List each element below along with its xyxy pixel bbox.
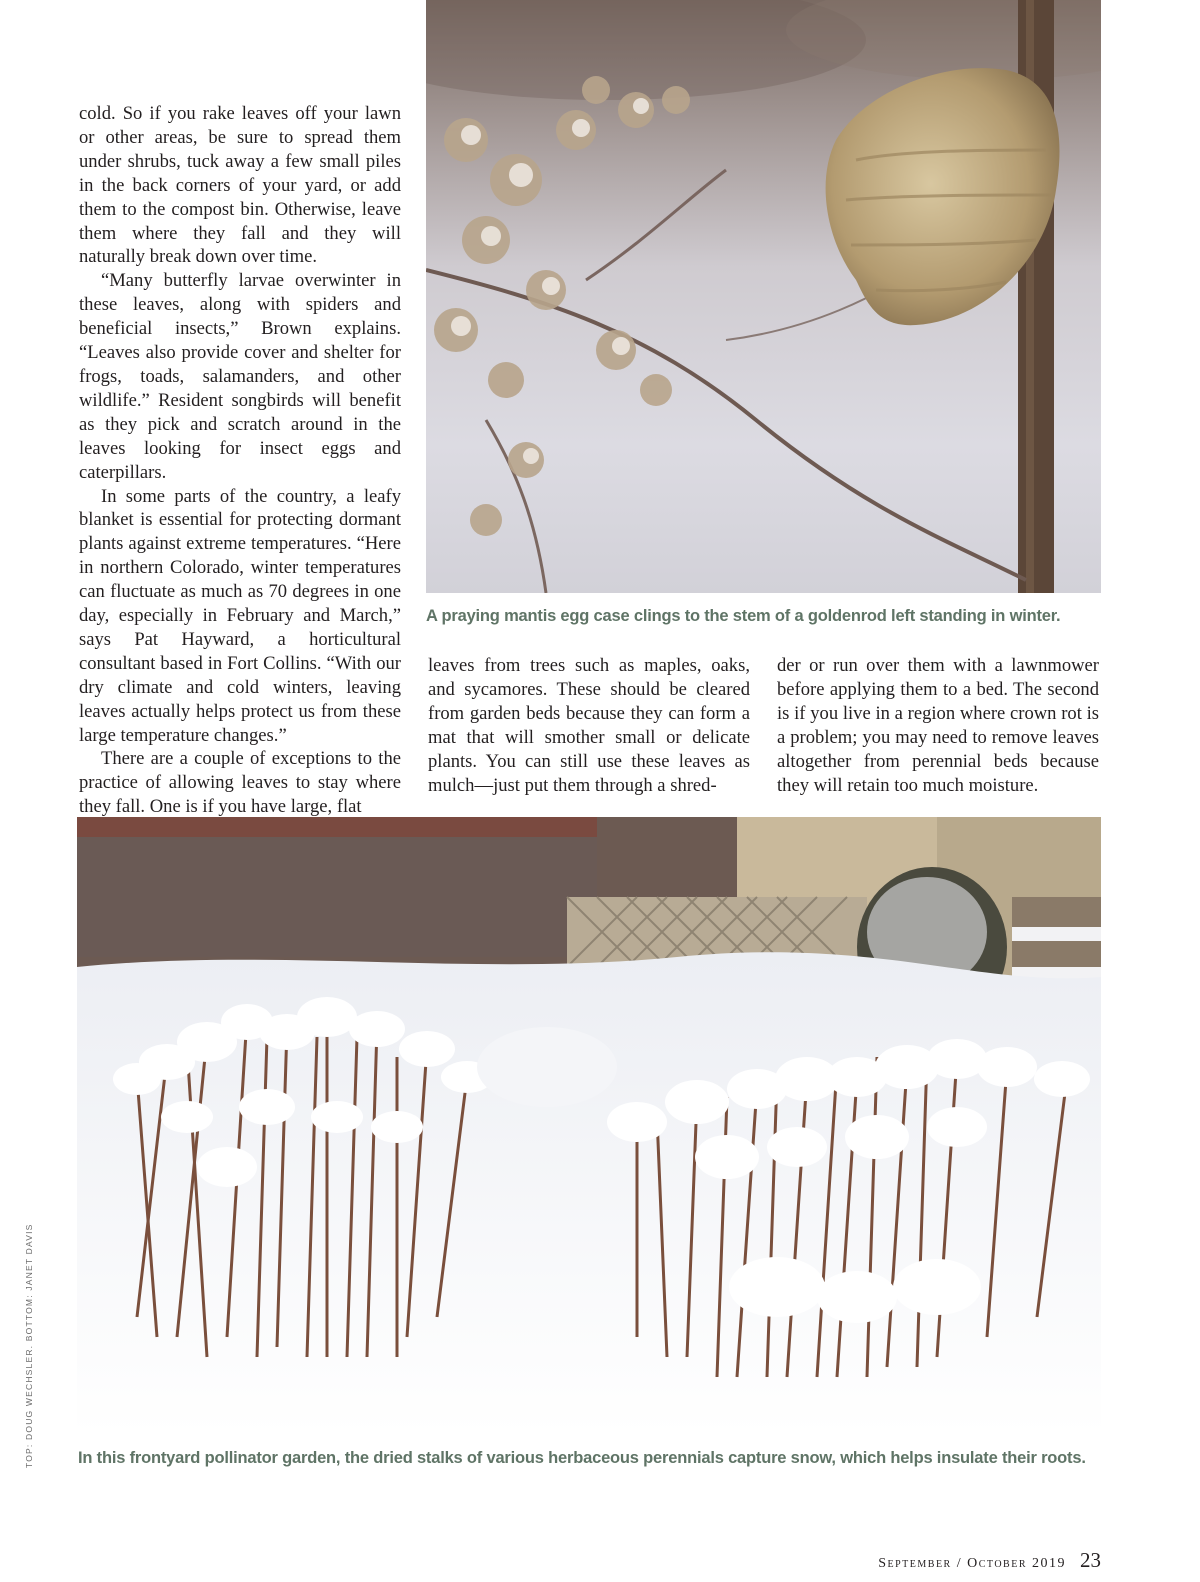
paragraph: cold. So if you rake leaves off your lawn or other areas, be sure to spread them under shrubs, tuck away a few small piles in the back corners of your yard, or add them to the compost bin. Otherwise, leave them where they fall and they will naturally break down over time. xyxy=(79,103,401,268)
bottom-photo-caption: In this frontyard pollinator garden, the dried stalks of various herbaceous perennials capture snow, which helps insulate their roots. xyxy=(78,1449,1086,1467)
page-footer xyxy=(878,1548,1101,1573)
article-column-left xyxy=(79,102,401,819)
photo-credit: TOP: DOUG WECHSLER. BOTTOM: JANET DAVIS xyxy=(24,1223,34,1468)
mantis-egg-case-photo xyxy=(426,0,1101,593)
issue-date: September / October 2019 xyxy=(878,1556,1066,1571)
top-photo-caption: A praying mantis egg case clings to the stem of a goldenrod left standing in winter. xyxy=(426,607,1061,625)
paragraph: There are a couple of exceptions to the practice of allowing leaves to stay where they fall. One is if you have large, flat xyxy=(79,748,401,818)
paragraph: der or run over them with a lawnmower before applying them to a bed. The second is if you live in a region where crown rot is a problem; you may need to remove leaves altogether from perennial beds because they will retain too much moisture. xyxy=(777,655,1099,796)
article-column-right xyxy=(777,654,1099,797)
snowy-garden-photo xyxy=(77,817,1101,1435)
page-number: 23 xyxy=(1080,1548,1101,1572)
paragraph: leaves from trees such as maples, oaks, and sycamores. These should be cleared from garden beds because they can form a mat that will smother small or delicate plants. You can still use these leaves as mulch—just put them through a shred- xyxy=(428,655,750,796)
article-column-middle xyxy=(428,654,750,797)
paragraph: “Many butterfly larvae overwinter in these leaves, along with spiders and beneficial insects,” Brown explains. “Leaves also provide cover and shelter for frogs, toads, salamanders, and other wildlife.” Resident songbirds will benefit as they pick and scratch around in the leaves looking for insect eggs and caterpillars. xyxy=(79,270,401,483)
paragraph: In some parts of the country, a leafy blanket is essential for protecting dormant plants against extreme temperatures. “Here in northern Colorado, winter temperatures can fluctuate as much as 70 degrees in one day, especially in February and March,” says Pat Hayward, a horticultural consultant based in Fort Collins. “With our dry climate and cold winters, leaving leaves actually helps protect us from these large temperature changes.” xyxy=(79,485,401,746)
